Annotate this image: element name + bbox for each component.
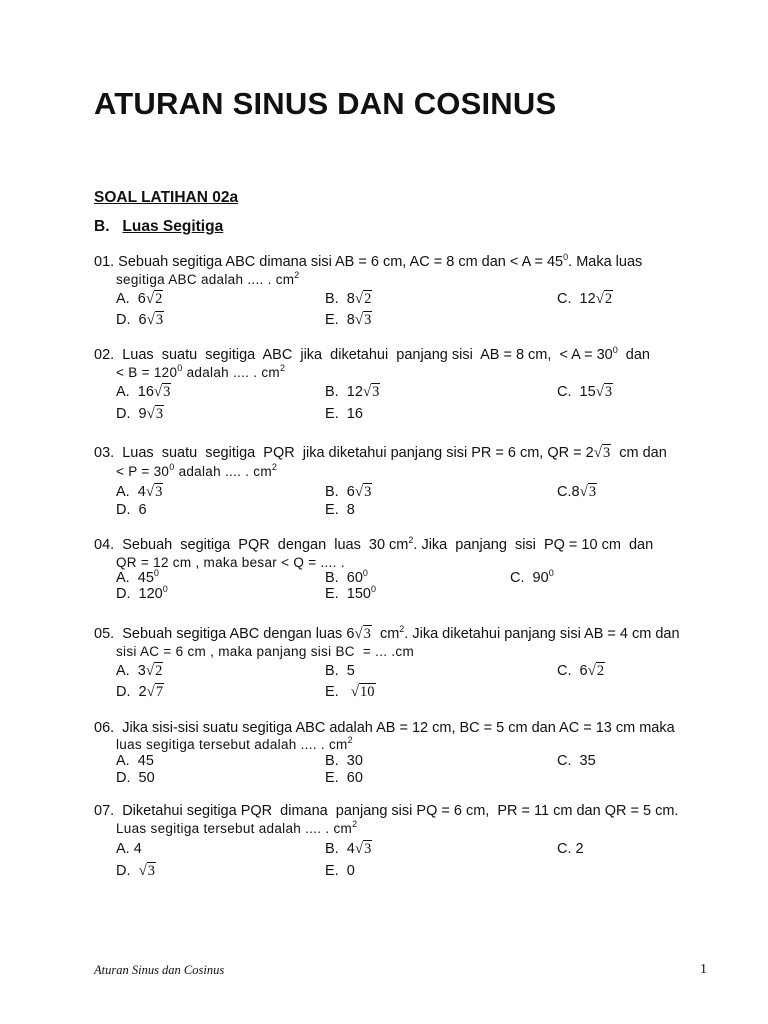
answer-option [116,502,147,519]
text-segment: C. 12 [557,291,596,307]
question-text-continued [116,643,414,660]
answer-option [325,484,372,501]
radicand: 2 [155,291,163,307]
text-segment: . Jika diketahui panjang sisi AB = 4 cm dan [404,626,680,642]
text-segment: B. 5 [325,663,355,679]
answer-option [116,406,164,423]
answer-option [116,312,164,329]
answer-option [116,770,155,787]
text-segment: A. 16 [116,384,154,400]
answer-option [325,841,372,858]
subsection-title: Luas Segitiga [122,218,224,235]
radicand: 2 [155,663,163,679]
radical-sign-icon: √ [146,684,155,700]
superscript: 2 [399,624,405,634]
answer-option [557,663,605,680]
section-title: SOAL LATIHAN 02a [94,189,239,206]
text-segment: D. 9 [116,406,147,422]
question-text-continued [116,554,345,571]
text-segment: E. 60 [325,770,363,786]
radical-sign-icon: √ [138,863,147,879]
answer-option [325,291,372,308]
square-root [147,683,164,700]
superscript: 0 [563,252,569,262]
text-segment: B. 60 [325,570,363,586]
radicand: 3 [602,445,611,461]
radical-sign-icon: √ [362,384,372,400]
text-segment: A. 4 [116,841,142,857]
superscript: 0 [370,584,376,594]
text-segment: B. 6 [325,484,355,500]
answer-option [557,291,613,308]
text-segment: luas segitiga tersebut adalah .... . cm [116,737,348,752]
radicand: 3 [588,484,597,500]
answer-option [116,663,163,680]
text-segment: A. 45 [116,570,154,586]
question-text [94,445,667,462]
text-segment: . Jika panjang sisi PQ = 10 cm dan [413,537,654,553]
question-text [94,803,678,820]
radical-sign-icon: √ [579,484,588,500]
radical-sign-icon: √ [587,663,596,679]
subsection-heading [94,218,223,236]
radical-sign-icon: √ [595,384,604,400]
square-root [588,662,605,679]
superscript: 0 [153,568,159,578]
text-segment: E. [325,684,351,700]
text-segment: < P = 30 [116,464,170,479]
radical-sign-icon: √ [354,291,364,307]
text-segment: . Maka luas [568,254,643,270]
text-segment: B. 8 [325,291,355,307]
answer-option [116,841,142,858]
text-segment: 05. Sebuah segitiga ABC dengan luas 6 [94,626,355,642]
square-root [596,383,613,400]
text-segment: C.8 [557,484,580,500]
radicand: 7 [155,684,164,700]
text-segment: B. 30 [325,753,363,769]
question-text [94,537,653,554]
radical-sign-icon: √ [354,626,363,642]
square-root [596,290,613,307]
superscript: 2 [408,535,414,545]
radical-sign-icon: √ [350,684,360,700]
text-segment: segitiga ABC adalah .... . cm [116,272,295,287]
text-segment: E. 150 [325,586,371,602]
superscript: 2 [294,270,300,280]
text-segment: D. [116,863,139,879]
square-root [146,662,163,679]
square-root [146,483,163,500]
question-text [94,626,680,643]
radicand: 3 [372,384,380,400]
square-root [355,840,372,857]
square-root [580,483,597,500]
answer-option [325,384,380,401]
square-root [355,483,372,500]
text-segment: D. 6 [116,312,147,328]
answer-option [325,663,355,680]
answer-option [116,384,171,401]
radicand: 3 [364,841,372,857]
page-number: 1 [700,962,707,977]
text-segment: D. 120 [116,586,163,602]
answer-option [510,570,554,587]
radical-sign-icon: √ [145,291,155,307]
square-root [139,862,156,879]
square-root [154,383,171,400]
text-segment: dan [617,347,650,363]
superscript: 2 [279,363,286,373]
text-segment: C. 6 [557,663,588,679]
square-root [594,444,611,461]
radicand: 3 [155,312,164,328]
text-segment: D. 2 [116,684,147,700]
radical-sign-icon: √ [145,663,155,679]
radical-sign-icon: √ [146,312,155,328]
superscript: 2 [347,735,353,745]
question-text [94,254,642,271]
answer-option [116,291,163,308]
question-text-continued [116,271,300,288]
superscript: 0 [548,568,554,578]
answer-option [325,570,368,587]
superscript: 0 [169,462,175,472]
radicand: 2 [604,291,613,307]
radical-sign-icon: √ [595,291,604,307]
footer-title: Aturan Sinus dan Cosinus [94,963,225,977]
text-segment: Luas segitiga tersebut adalah .... . cm [116,821,353,836]
text-segment: C. 90 [510,570,549,586]
radicand: 3 [364,312,372,328]
answer-option [325,586,376,603]
square-root [354,625,371,642]
text-segment: cm [371,626,400,642]
text-segment: 07. Diketahui segitiga PQR dimana panjang sisi PQ = 6 cm, PR = 11 cm dan QR = 5 cm. [94,803,679,819]
radicand: 3 [147,863,156,879]
square-root [363,383,380,400]
text-segment: cm dan [611,445,667,461]
radicand: 2 [364,291,372,307]
square-root [351,683,376,700]
text-segment: D. 6 [116,502,147,518]
text-segment: B. 4 [325,841,355,857]
answer-option [116,484,163,501]
question-text-continued [116,736,353,753]
square-root [355,311,372,328]
subsection-letter: B. [94,218,110,235]
question-text-continued [116,820,357,837]
question-text-continued [116,463,277,480]
text-segment: C. 35 [557,753,596,769]
text-segment: 04. Sebuah segitiga PQR dengan luas 30 cm [94,537,409,553]
radicand: 3 [155,406,164,422]
square-root [355,290,372,307]
radical-sign-icon: √ [153,384,163,400]
answer-option [325,502,355,519]
radicand: 3 [163,384,171,400]
square-root [146,290,163,307]
text-segment: B. 12 [325,384,363,400]
text-segment: < B = 120 [116,365,178,380]
text-segment: sisi AC = 6 cm , maka panjang sisi BC = ... .cm [116,644,414,659]
superscript: 0 [177,363,183,373]
radical-sign-icon: √ [354,841,364,857]
text-segment: adalah .... . cm [174,464,272,479]
answer-option [557,753,596,770]
square-root [147,405,164,422]
section-heading [94,189,238,207]
text-segment: 03. Luas suatu segitiga PQR jika diketahui panjang sisi PR = 6 cm, QR = 2 [94,445,594,461]
question-text [94,347,650,364]
answer-option [557,484,597,501]
text-segment: QR = 12 cm , maka besar < Q = .... . [116,555,345,570]
answer-option [557,841,584,858]
text-segment: C. 2 [557,841,584,857]
text-segment: E. 8 [325,502,355,518]
radical-sign-icon: √ [354,312,364,328]
text-segment: C. 15 [557,384,596,400]
answer-option [325,684,376,701]
square-root [147,311,164,328]
answer-option [116,586,168,603]
text-segment: A. 45 [116,753,154,769]
question-text [94,720,675,737]
answer-option [116,570,159,587]
superscript: 0 [612,345,618,355]
text-segment: 02. Luas suatu segitiga ABC jika diketahui panjang sisi AB = 8 cm, < A = 30 [94,347,613,363]
superscript: 2 [352,819,358,829]
answer-option [325,406,363,423]
text-segment: E. 16 [325,406,363,422]
radicand: 3 [363,626,371,642]
text-segment: A. 3 [116,663,146,679]
radicand: 3 [364,484,372,500]
text-segment: 01. Sebuah segitiga ABC dimana sisi AB = 6 cm, AC = 8 cm dan < A = 45 [94,254,564,270]
answer-option [325,312,372,329]
text-segment: E. 8 [325,312,355,328]
text-segment: 06. Jika sisi-sisi suatu segitiga ABC adalah AB = 12 cm, BC = 5 cm dan AC = 13 cm maka [94,720,675,736]
superscript: 2 [271,462,278,472]
text-segment: adalah .... . cm [182,365,280,380]
answer-option [557,384,613,401]
radicand: 3 [604,384,613,400]
radicand: 2 [596,663,605,679]
answer-option [116,753,154,770]
answer-option [325,770,363,787]
superscript: 0 [162,584,168,594]
radical-sign-icon: √ [145,484,155,500]
radical-sign-icon: √ [593,445,602,461]
answer-option [325,863,355,880]
text-segment: D. 50 [116,770,155,786]
text-segment: A. 4 [116,484,146,500]
radicand: 10 [360,684,375,700]
answer-option [325,753,363,770]
text-segment: E. 0 [325,863,355,879]
radical-sign-icon: √ [146,406,155,422]
superscript: 0 [362,568,368,578]
question-text-continued [116,364,285,381]
answer-option [116,684,164,701]
answer-option [116,863,156,880]
text-segment: A. 6 [116,291,146,307]
radicand: 3 [155,484,163,500]
page-title: ATURAN SINUS DAN COSINUS [94,86,557,121]
radical-sign-icon: √ [354,484,364,500]
